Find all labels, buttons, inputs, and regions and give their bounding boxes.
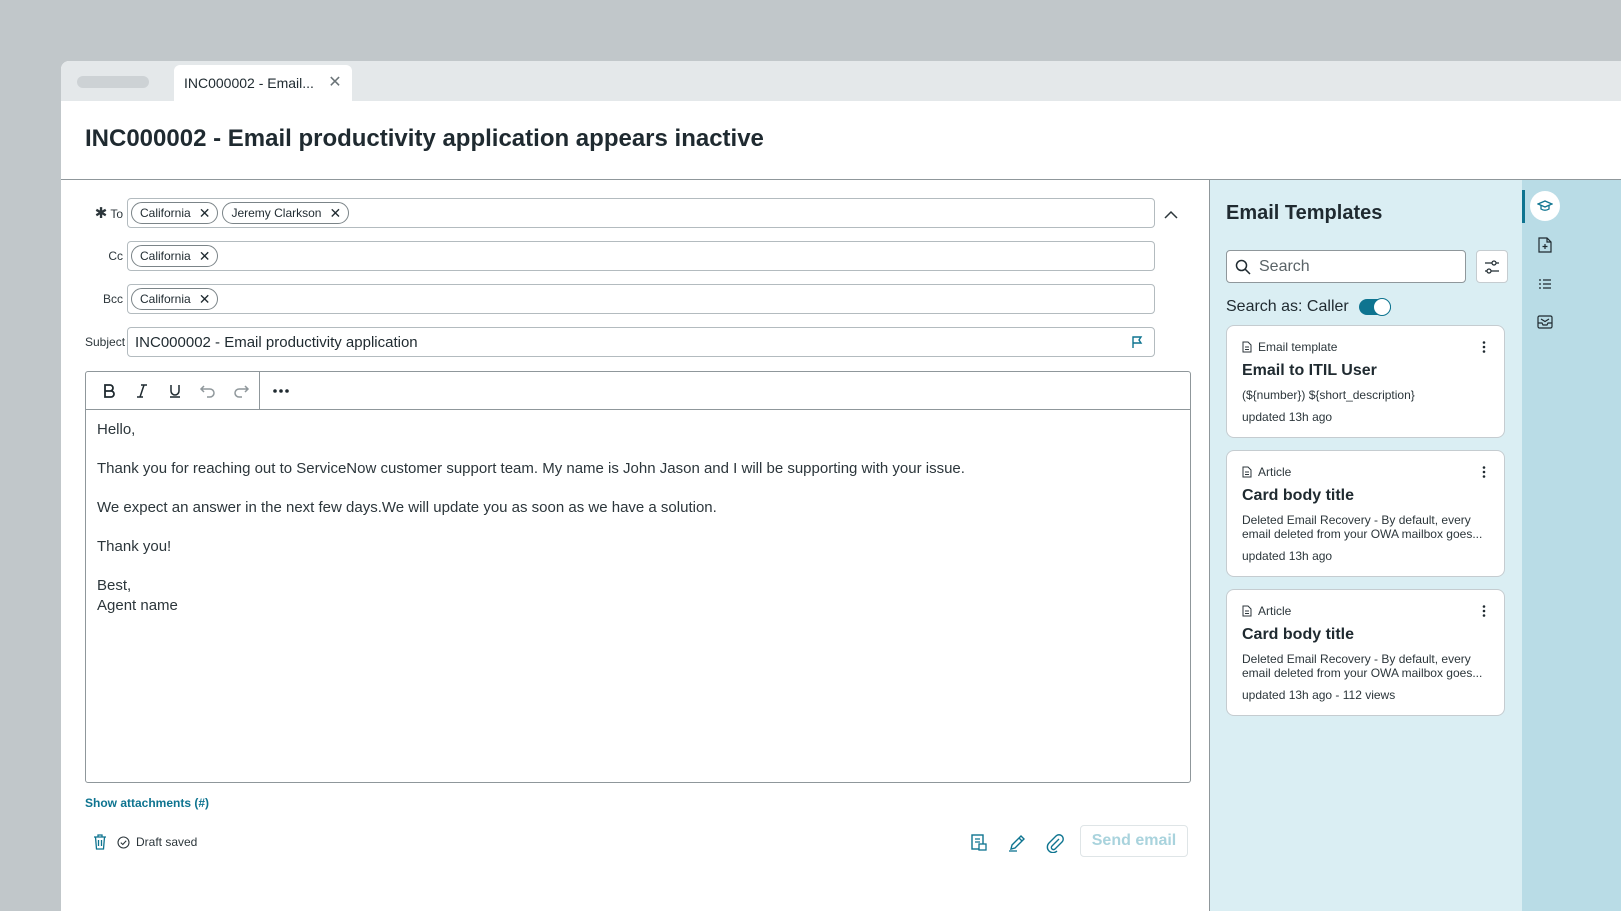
more-vertical-icon[interactable]	[1478, 465, 1490, 479]
subject-value: INC000002 - Email productivity application	[135, 333, 418, 351]
editor-toolbar	[86, 372, 1190, 410]
card-description: Deleted Email Recovery - By default, every email deleted from your OWA mailbox goes...	[1242, 652, 1483, 680]
body-signature: Agent name	[97, 597, 178, 614]
card-meta: updated 13h ago	[1242, 549, 1333, 563]
italic-icon	[134, 383, 150, 399]
show-attachments-link[interactable]: Show attachments (#)	[85, 796, 210, 810]
close-icon[interactable]: ✕	[328, 74, 342, 91]
graduation-cap-icon	[1537, 199, 1553, 213]
list-icon	[1538, 278, 1552, 290]
redo-icon	[232, 383, 250, 399]
filter-button[interactable]	[1476, 250, 1508, 283]
search-as-row	[1226, 298, 1391, 316]
more-vertical-icon[interactable]	[1478, 340, 1490, 354]
redo-button[interactable]	[224, 376, 257, 406]
remove-chip-icon[interactable]: ✕	[198, 291, 211, 307]
document-icon	[1242, 605, 1252, 617]
remove-chip-icon[interactable]: ✕	[198, 205, 211, 221]
more-vertical-icon[interactable]	[1478, 604, 1490, 618]
card-type: Article	[1242, 465, 1489, 479]
remove-chip-icon[interactable]: ✕	[329, 205, 342, 221]
more-horizontal-icon	[272, 388, 290, 394]
card-meta: updated 13h ago	[1242, 410, 1333, 424]
rail-add-document-button[interactable]	[1530, 230, 1560, 260]
rail-inbox-button[interactable]	[1530, 307, 1560, 337]
signature-icon[interactable]	[1007, 833, 1027, 853]
sliders-icon	[1484, 259, 1500, 275]
body-line: Thank you!	[97, 538, 172, 555]
remove-chip-icon[interactable]: ✕	[198, 248, 211, 264]
template-card[interactable]	[1226, 450, 1505, 577]
body-signoff: Best,	[97, 577, 132, 594]
toolbar-divider	[259, 372, 260, 410]
more-options-button[interactable]	[264, 376, 297, 406]
card-meta: updated 13h ago - 112 views	[1242, 688, 1396, 702]
card-type: Article	[1242, 604, 1489, 618]
panel-title: Email Templates	[1226, 202, 1383, 224]
bcc-field[interactable]	[127, 284, 1155, 314]
underline-button[interactable]	[158, 376, 191, 406]
card-title: Email to ITIL User	[1242, 362, 1377, 379]
draft-saved-label: Draft saved	[136, 835, 198, 849]
subject-input[interactable]	[127, 327, 1155, 357]
template-card[interactable]	[1226, 589, 1505, 716]
card-title: Card body title	[1242, 626, 1355, 643]
add-document-icon	[1538, 237, 1552, 253]
template-search[interactable]	[1226, 250, 1466, 283]
undo-icon	[199, 383, 217, 399]
body-line: Thank you for reaching out to ServiceNow customer support team. My name is John Jason and I will be supporting with your issue.	[97, 460, 965, 477]
body-line: We expect an answer in the next few days.We will update you as soon as we have a solution.	[97, 499, 717, 516]
search-as-label: Search as: Caller	[1226, 298, 1349, 315]
to-label: ✱ To	[94, 205, 123, 222]
card-description: (${number}) ${short_description}	[1242, 388, 1415, 402]
search-as-toggle[interactable]	[1359, 299, 1391, 315]
cc-label: Cc	[108, 249, 123, 263]
bold-icon	[101, 383, 117, 399]
rail-templates-button[interactable]	[1530, 191, 1560, 221]
underline-icon	[167, 383, 183, 399]
app-window	[61, 61, 1621, 911]
recipient-chip[interactable]: Jeremy Clarkson ✕	[222, 202, 349, 224]
check-circle-icon	[117, 836, 130, 849]
mail-inbox-icon	[1537, 315, 1553, 329]
to-row	[85, 198, 1155, 228]
document-icon	[1242, 466, 1252, 478]
bcc-row	[85, 284, 1155, 314]
chevron-up-icon[interactable]	[1163, 207, 1179, 223]
tab-incident[interactable]	[174, 65, 352, 101]
tab-label: INC000002 - Email...	[184, 75, 314, 91]
trash-icon[interactable]	[93, 834, 107, 850]
to-field[interactable]	[127, 198, 1155, 228]
rail-list-button[interactable]	[1530, 269, 1560, 299]
subject-row	[85, 327, 1155, 357]
required-icon: ✱	[94, 205, 108, 222]
active-indicator	[1522, 190, 1525, 223]
flag-icon[interactable]	[1130, 335, 1144, 349]
insert-template-icon[interactable]	[969, 833, 989, 853]
template-card[interactable]	[1226, 325, 1505, 438]
card-description: Deleted Email Recovery - By default, every email deleted from your OWA mailbox goes...	[1242, 513, 1483, 541]
cc-row	[85, 241, 1155, 271]
cc-field[interactable]	[127, 241, 1155, 271]
email-templates-panel	[1209, 180, 1522, 911]
body-greeting: Hello,	[97, 421, 136, 438]
page-title: INC000002 - Email productivity application appears inactive	[85, 125, 764, 152]
recipient-chip[interactable]: California ✕	[131, 202, 218, 224]
draft-status	[93, 834, 197, 850]
card-type: Email template	[1242, 340, 1489, 354]
bcc-label: Bcc	[102, 292, 123, 306]
italic-button[interactable]	[125, 376, 158, 406]
undo-button[interactable]	[191, 376, 224, 406]
send-email-button[interactable]: Send email	[1080, 825, 1188, 857]
editor-content[interactable]	[86, 410, 1190, 626]
search-icon	[1235, 259, 1251, 275]
tab-placeholder[interactable]	[77, 76, 149, 88]
document-icon	[1242, 341, 1252, 353]
recipient-chip[interactable]: California ✕	[131, 288, 218, 310]
compose-actions	[969, 833, 1065, 853]
tab-bar	[61, 61, 1621, 101]
side-rail	[1522, 180, 1621, 911]
recipient-chip[interactable]: California ✕	[131, 245, 218, 267]
bold-button[interactable]	[92, 376, 125, 406]
subject-label: Subject	[85, 335, 126, 349]
search-input[interactable]	[1259, 258, 1449, 276]
email-body-editor[interactable]	[85, 371, 1191, 783]
card-title: Card body title	[1242, 487, 1355, 504]
paperclip-icon[interactable]	[1045, 833, 1065, 853]
